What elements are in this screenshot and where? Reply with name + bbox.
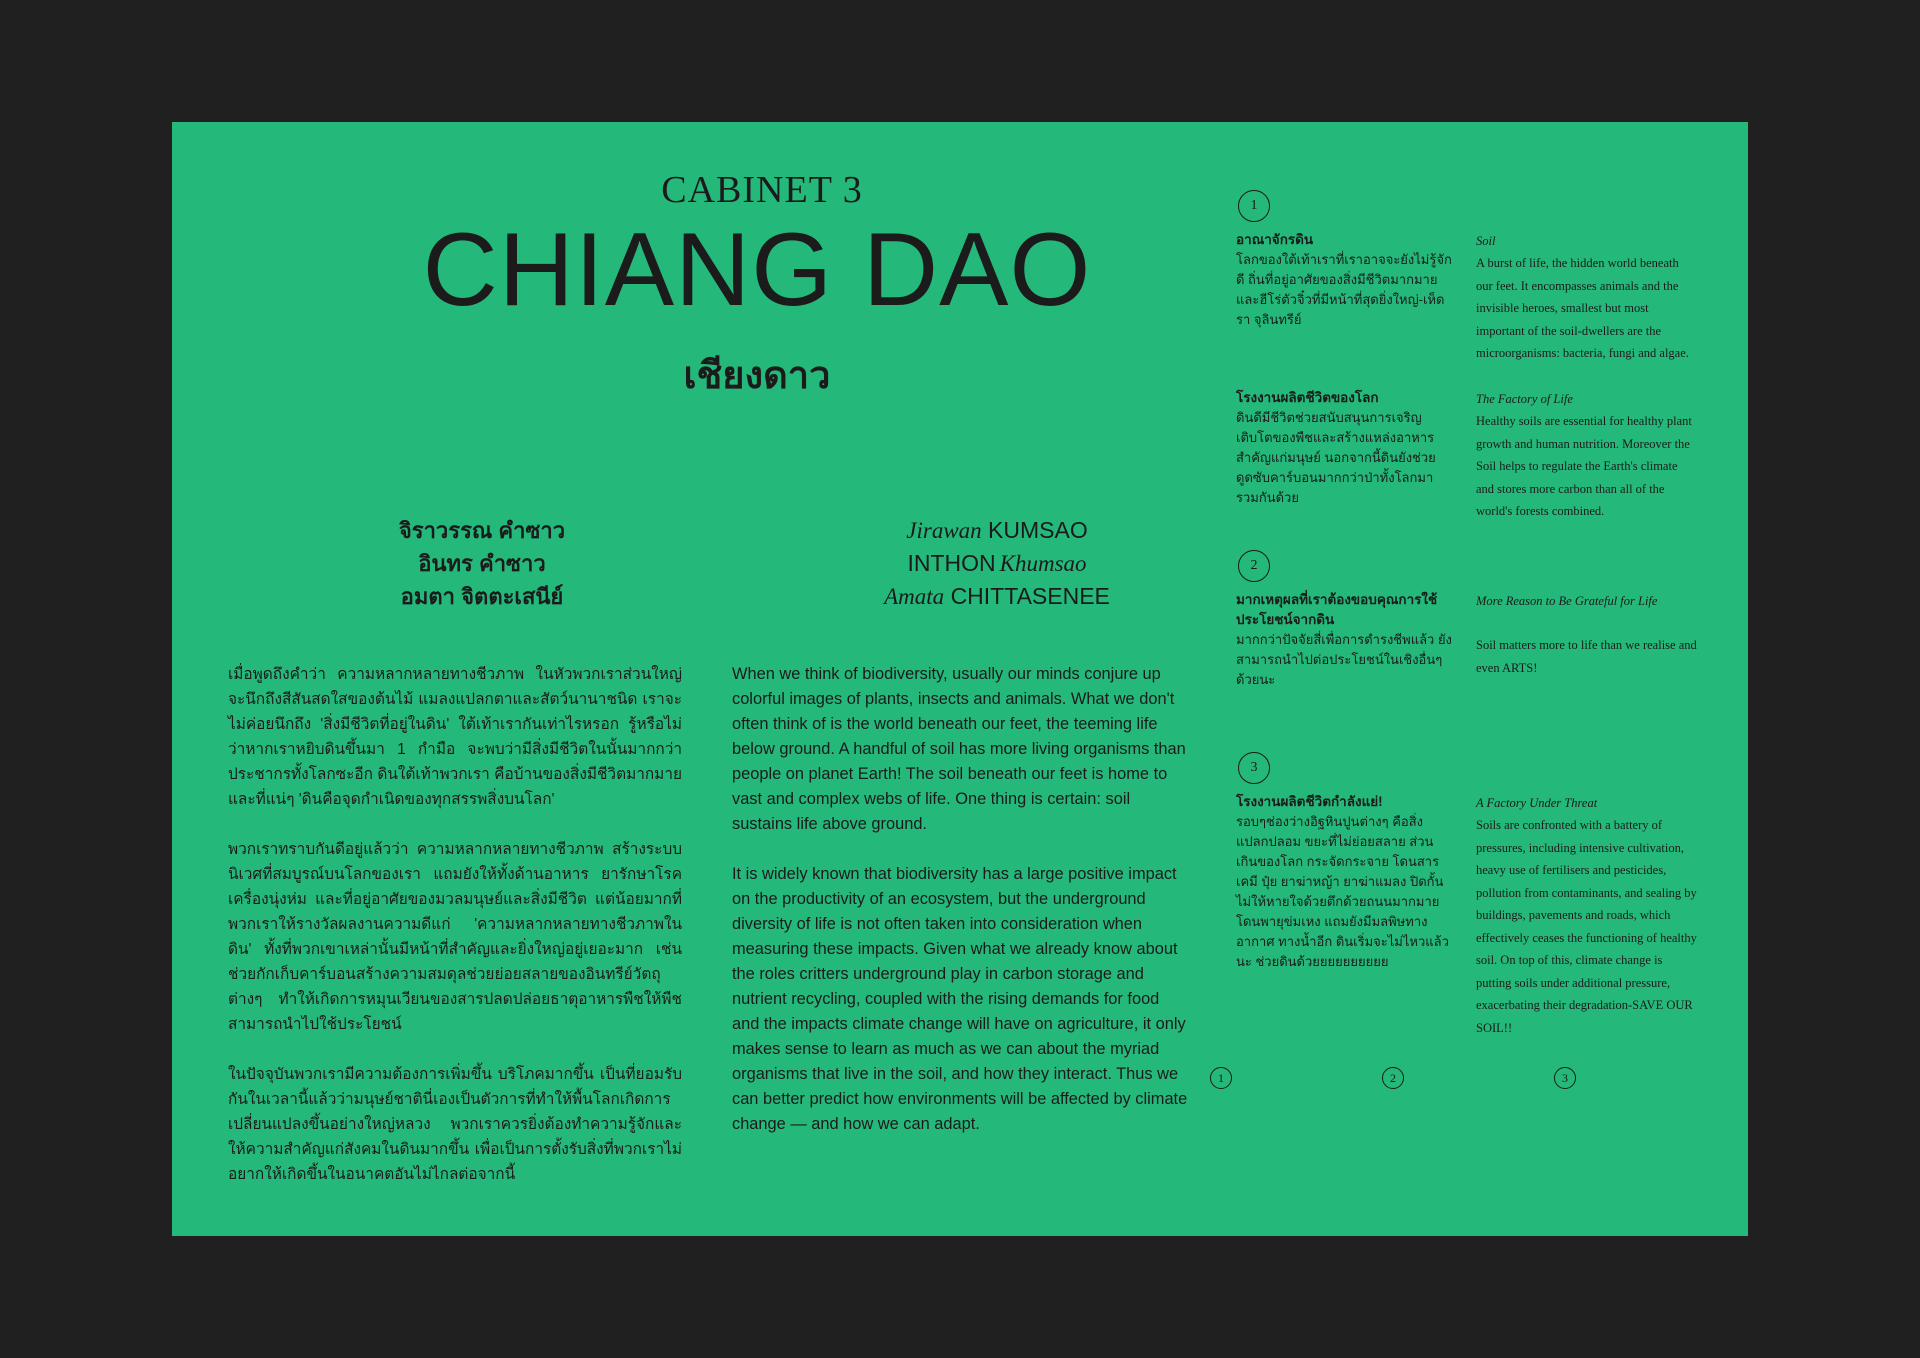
- section-text-thai: โลกของใต้เท้าเราที่เราอาจจะยังไม่รู้จักดี ถิ่นที่อยู่อาศัยของสิ่งมีชีวิตมากมายและฮีโร่ตัวจิ๋วที่มีหน้าที่สุดยิ่งใหญ่-เห็ด รา จุลินทรีย์: [1236, 252, 1452, 327]
- cabinet-panel: [172, 122, 1748, 1236]
- section-text-english: Soils are confronted with a battery of pressures, including intensive cultivation, heavy use of fertilisers and pesticides, pollution from contaminants, and sealing by buildings, pavements and roads, which effectively ceases the functioning of healthy soil. On top of this, climate change is putting soils under additional pressure, exacerbating their degradation-SAVE OUR SOIL!!: [1476, 818, 1697, 1035]
- section-1-english-factory: [1476, 388, 1698, 523]
- english-paragraph: When we think of biodiversity, usually our minds conjure up colorful images of plants, insects and animals. What we don't often think of is the world beneath our feet, the teeming life below ground. A handful of soil has more living organisms than people on planet Earth! The soil beneath our feet is home to vast and complex webs of life. One thing is certain: soil sustains life above ground.: [732, 665, 1186, 833]
- cabinet-label: CABINET 3: [661, 169, 863, 211]
- author-family-name: Khumsao: [999, 551, 1087, 576]
- section-text-thai: รอบๆช่องว่างอิฐหินปูนต่างๆ คือสิ่งแปลกปลอม ขยะที่ไม่ย่อยสลาย ส่วนเกินของโลก กระจัดกระจาย โดนสารเคมี ปุ๋ย ยาฆ่าหญ้า ยาฆ่าแมลง ปิดกั้นไม่ให้หายใจด้วยตึกด้วยถนนมากมาย โดนพายุข่มเหง แถมยังมีมลพิษทางอากาศ ทางน้ำอีก ดินเริ่มจะไม่ไหวแล้วนะ ช่วยดินด้วยยยยยยยยยย: [1236, 814, 1449, 969]
- section-heading-thai: โรงงานผลิตชีวิตกำลังแย่!: [1236, 794, 1383, 809]
- section-3-thai: [1236, 792, 1452, 972]
- body-text-thai: [228, 662, 682, 1212]
- section-text-english: Healthy soils are essential for healthy plant growth and human nutrition. Moreover the Soil helps to regulate the Earth's climate and stores more carbon than all of the world's forests combined.: [1476, 414, 1692, 518]
- page-title: CHIANG DAO: [422, 212, 1092, 328]
- section-heading-thai: โรงงานผลิตชีวิตของโลก: [1236, 390, 1379, 405]
- section-1-thai-soil: [1236, 230, 1452, 330]
- author-thai-name: อมตา จิตตะเสนีย์: [400, 584, 564, 609]
- author-english-name: [812, 514, 1182, 547]
- section-text-thai: ดินดีมีชีวิตช่วยสนับสนุนการเจริญเติบโตของพืชและสร้างแหล่งอาหารสำคัญแก่มนุษย์ นอกจากนี้ดินยังช่วยดูดซับคาร์บอนมากกว่าป่าทั้งโลกมารวมกันด้วย: [1236, 410, 1436, 505]
- section-text-thai: มากกว่าปัจจัยสี่เพื่อการดำรงชีพแล้ว ยังสามารถนำไปต่อประโยชน์ในเชิงอื่นๆ ด้วยนะ: [1236, 632, 1452, 687]
- section-1-thai-factory: [1236, 388, 1452, 508]
- section-number-badge: 1: [1238, 190, 1270, 222]
- authors-english: [812, 514, 1182, 613]
- section-heading-english: The Factory of Life: [1476, 392, 1573, 406]
- author-thai-name: จิราวรรณ คำซาว: [398, 518, 566, 543]
- author-thai-name: อินทร คำซาว: [418, 551, 546, 576]
- section-number-badge: 2: [1238, 550, 1270, 582]
- footer-number-badge: 3: [1554, 1067, 1576, 1089]
- section-2-english: [1476, 590, 1698, 679]
- author-given-name: Jirawan: [906, 518, 982, 543]
- section-1-english-soil: [1476, 230, 1698, 365]
- author-given-name: Amata: [884, 584, 945, 609]
- authors-thai: [332, 514, 632, 613]
- section-2-thai: [1236, 590, 1452, 690]
- section-heading-thai: มากเหตุผลที่เราต้องขอบคุณการใช้ประโยชน์จากดิน: [1236, 592, 1438, 627]
- section-heading-english: A Factory Under Threat: [1476, 796, 1598, 810]
- english-paragraph: It is widely known that biodiversity has a large positive impact on the productivity of an ecosystem, but the underground diversity of life is not often taken into consideration when measuring these impacts. Given what we already know about the roles critters underground play in carbon storage and nutrient recycling, coupled with the rising demands for food and the impacts climate change will have on agriculture, it only makes sense to learn as much as we can about the myriad organisms that live in the soil, and how they interact. Thus we can better predict how environments will be affected by climate change — and how we can adapt.: [732, 865, 1188, 1133]
- footer-number-badge: 2: [1382, 1067, 1404, 1089]
- section-heading-english: Soil: [1476, 234, 1496, 248]
- thai-title: เชียงดาว: [683, 355, 831, 397]
- author-english-name: [812, 547, 1182, 580]
- thai-paragraph: ในปัจจุบันพวกเรามีความต้องการเพิ่มขึ้น บริโภคมากขึ้น เป็นที่ยอมรับกันในเวลานี้แล้วว่ามนุษย์ชาตินี่เองเป็นตัวการที่ทำให้พื้นโลกเกิดการเปลี่ยนแปลงขึ้นอย่างใหญ่หลวง พวกเราควรยิ่งต้องทำความรู้จักและให้ความสำคัญแก่สังคมในดินมากขึ้น เพื่อเป็นการตั้งรับสิ่งที่พวกเราไม่อยากให้เกิดขึ้นในอนาคตอันไม่ไกลต่อจากนี้: [228, 1066, 682, 1183]
- author-english-name: [812, 580, 1182, 613]
- section-text-english: A burst of life, the hidden world beneath our feet. It encompasses animals and the invisible heroes, smallest but most important of the soil-dwellers are the microorganisms: bacteria, fungi and algae.: [1476, 256, 1689, 360]
- footer-number-badge: 1: [1210, 1067, 1232, 1089]
- author-given-name: INTHON: [907, 550, 996, 576]
- section-heading-english: More Reason to Be Grateful for Life: [1476, 594, 1658, 608]
- author-family-name: KUMSAO: [988, 517, 1088, 543]
- section-text-english: Soil matters more to life than we realise and even ARTS!: [1476, 638, 1697, 675]
- section-number-badge: 3: [1238, 752, 1270, 784]
- thai-paragraph: พวกเราทราบกันดีอยู่แล้วว่า ความหลากหลายทางชีวภาพ สร้างระบบนิเวศที่สมบูรณ์บนโลกของเรา แถมยังให้ทั้งด้านอาหาร ยารักษาโรค เครื่องนุ่งห่ม และที่อยู่อาศัยของมวลมนุษย์และสิ่งมีชีวิต แต่น้อยมากที่พวกเราให้รางวัลผลงานความดีแก่ 'ความหลากหลายทางชีวภาพในดิน' ทั้งที่พวกเขาเหล่านั้นมีหน้าที่สำคัญและยิ่งใหญ่อยู่เยอะมาก เช่น ช่วยกักเก็บคาร์บอนสร้างความสมดุลช่วยย่อยสลายของอินทรีย์วัตถุต่างๆ ทำให้เกิดการหมุนเวียนของสารปลดปล่อยธาตุอาหารพืชให้พืชสามารถนำไปใช้ประโยชน์: [228, 841, 682, 1033]
- section-heading-thai: อาณาจักรดิน: [1236, 232, 1314, 247]
- author-family-name: CHITTASENEE: [950, 583, 1110, 609]
- thai-paragraph: เมื่อพูดถึงคำว่า ความหลากหลายทางชีวภาพ ในหัวพวกเราส่วนใหญ่จะนึกถึงสีสันสดใสของต้นไม้ แมลงแปลกตาและสัตว์นานาชนิด เราจะไม่ค่อยนึกถึง 'สิ่งมีชีวิตที่อยู่ในดิน' ใต้เท้าเรากันเท่าไรหรอก รู้หรือไม่ว่าหากเราหยิบดินขึ้นมา 1 กำมือ จะพบว่ามีสิ่งมีชีวิตในนั้นมากกว่าประชากรทั้งโลกซะอีก ดินใต้เท้าพวกเรา คือบ้านของสิ่งมีชีวิตมากมายและที่แน่ๆ 'ดินคือจุดกำเนิดของทุกสรรพสิ่งบนโลก': [228, 666, 682, 808]
- body-text-english: [732, 662, 1188, 1162]
- section-3-english: [1476, 792, 1698, 1039]
